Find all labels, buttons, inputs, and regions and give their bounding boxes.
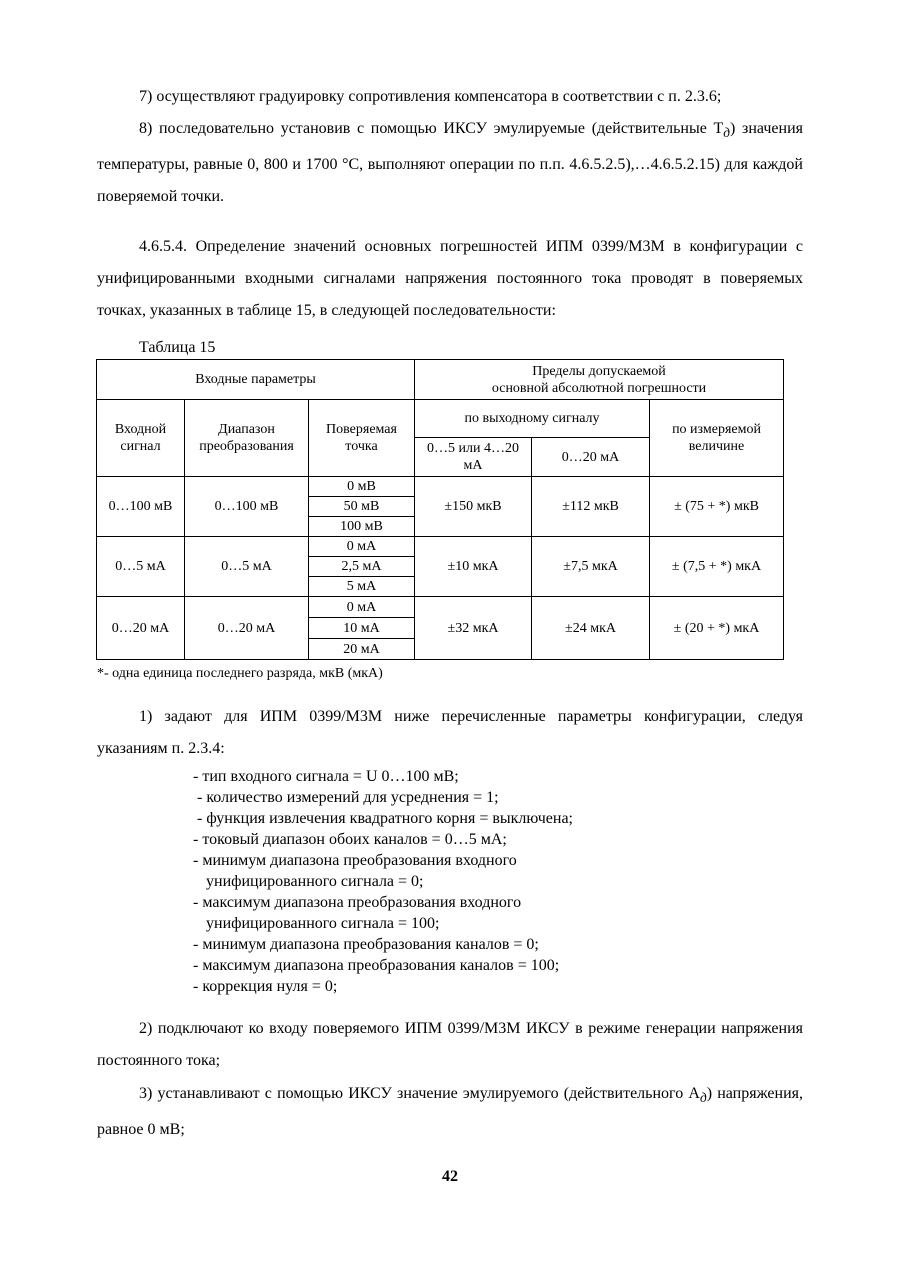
config-item: - токовый диапазон обоих каналов = 0…5 мА; [193,831,507,848]
cell-point: 100 мВ [309,517,415,537]
table-footnote: *- одна единица последнего разряда, мкВ (мкА) [97,666,383,681]
config-item: - минимум диапазона преобразования каналов = 0; [193,936,539,953]
paragraph-step-7: 7) осуществляют градуировку сопротивления компенсатора в соответствии с п. 2.3.6; [139,88,722,105]
cell-range: 0…5 мА [185,537,309,597]
cell-point: 10 мА [309,618,415,639]
config-parameter-list [193,766,673,997]
cell-signal: 0…5 мА [97,537,185,597]
cell-point: 2,5 мА [309,557,415,577]
header-point: Поверяемая точка [309,400,415,477]
header-limits-line2: основной абсолютной погрешности [491,380,707,396]
table-15 [96,359,784,660]
header-output-0-5-4-20: 0…5 или 4…20 мА [415,438,532,477]
cell-error-output-2: ±7,5 мкА [532,537,650,597]
cell-error-output-2: ±112 мкВ [532,477,650,537]
cell-point: 50 мВ [309,497,415,517]
header-error-limits [415,360,784,400]
step-3-text-rest: ) напряжения, равное 0 мВ; [97,1085,803,1139]
config-item: - количество измерений для усреднения = 1; [197,789,499,806]
header-limits-line1: Пределы допускаемой [532,363,666,379]
step-3-text: 3) устанавливают с помощью ИКСУ значение эмулируемого (действительного A [139,1085,700,1102]
config-item: - максимум диапазона преобразования каналов = 100; [193,957,560,974]
cell-error-measured: ± (75 + *) мкВ [650,477,784,537]
header-input-params: Входные параметры [97,360,415,400]
cell-error-output-1: ±32 мкА [415,597,532,660]
paragraph-step-3 [97,1078,803,1146]
cell-point: 20 мА [309,639,415,660]
cell-error-output-1: ±150 мкВ [415,477,532,537]
paragraph-step-2: 2) подключают ко входу поверяемого ИПМ 0399/М3М ИКСУ в режиме генерации напряжения постоянного тока; [97,1020,803,1069]
header-input-signal: Входной сигнал [97,400,185,477]
config-item: - коррекция нуля = 0; [193,978,338,995]
config-item: - минимум диапазона преобразования входного [193,852,517,869]
cell-point: 0 мВ [309,477,415,497]
header-by-measured: по измеряемой величине [650,400,784,477]
cell-signal: 0…20 мА [97,597,185,660]
step-8-subscript: д [723,125,731,141]
cell-point: 0 мА [309,537,415,557]
table-caption: Таблица 15 [139,339,216,356]
config-item-continuation: унифицированного сигнала = 100; [206,915,440,932]
header-by-output: по выходному сигналу [415,400,650,438]
cell-error-measured: ± (20 + *) мкА [650,597,784,660]
header-range: Диапазон преобразования [185,400,309,477]
cell-error-output-1: ±10 мкА [415,537,532,597]
header-output-0-20: 0…20 мА [532,438,650,477]
config-item: - тип входного сигнала = U 0…100 мВ; [193,768,459,785]
step-3-subscript: д [699,1090,707,1106]
cell-point: 0 мА [309,597,415,618]
paragraph-step-1: 1) задают для ИПМ 0399/М3М ниже перечисленные параметры конфигурации, следуя указаниям п. 2.3.4: [97,708,803,757]
step-8-text: 8) последовательно установив с помощью ИКСУ эмулируемые (действительные T [139,120,724,137]
config-item: - функция извлечения квадратного корня = выключена; [197,810,573,827]
config-item: - максимум диапазона преобразования входного [193,894,522,911]
step-8-text-rest: ) значения температуры, равные 0, 800 и 1700 °С, выполняют операции по п.п. 4.6.5.2.5),…4.6.5.2.15) для каждой поверяемой точки. [97,120,803,206]
section-4-6-5-4: 4.6.5.4. Определение значений основных погрешностей ИПМ 0399/М3М в конфигурации с унифицированными входными сигналами напряжения постоянного тока проводят в поверяемых точках, указанных в таблице 15, в следующей последовательности: [97,238,803,319]
page-number: 42 [442,1168,458,1185]
cell-error-output-2: ±24 мкА [532,597,650,660]
paragraph-step-8 [97,113,803,213]
config-item-continuation: унифицированного сигнала = 0; [206,873,424,890]
cell-signal: 0…100 мВ [97,477,185,537]
cell-range: 0…100 мВ [185,477,309,537]
cell-error-measured: ± (7,5 + *) мкА [650,537,784,597]
cell-point: 5 мА [309,577,415,597]
cell-range: 0…20 мА [185,597,309,660]
